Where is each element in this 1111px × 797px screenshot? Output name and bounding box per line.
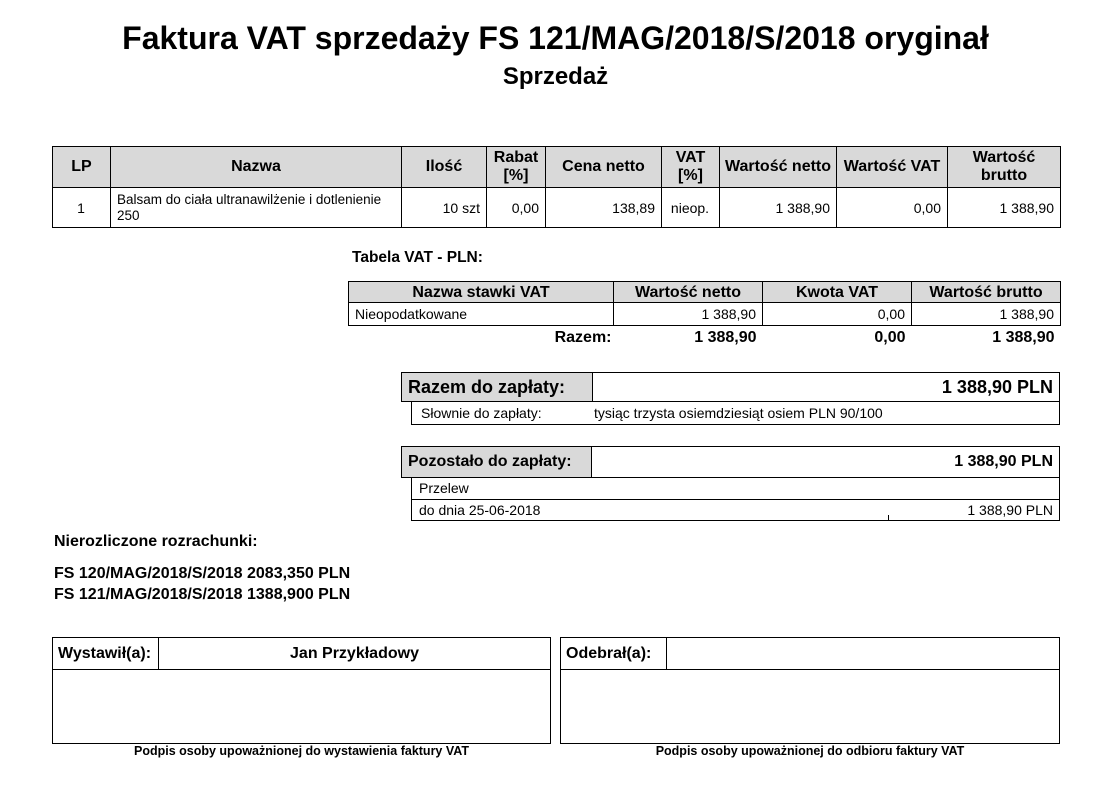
col-header-vat-value: Wartość VAT [837,147,948,188]
vat-table [348,281,1061,350]
remaining-due-amount: 1 388,90 PLN [954,453,1053,470]
vat-col-header-net: Wartość netto [614,282,763,303]
cell-discount: 0,00 [487,188,546,228]
issuer-signature-caption: Podpis osoby upoważnionej do wystawienia faktury VAT [134,744,469,758]
receiver-label: Odebrał(a): [561,638,667,669]
payment-due-label: Razem do zapłaty: [402,373,593,401]
payment-deadline-text: do dnia 25-06-2018 [419,502,541,518]
receiver-signature-header [561,638,1059,670]
payment-due-box [401,372,1060,425]
col-header-gross-value-text: Wartość brutto [972,149,1036,184]
col-header-quantity: Ilość [402,147,487,188]
row-divider-tick [888,515,889,521]
table-row [349,303,1061,326]
payment-deadline-row [411,500,1060,521]
vat-totals-vat-amount: 0,00 [874,328,906,346]
col-header-vat-rate: VAT [%] [662,147,720,188]
payment-due-amount: 1 388,90 PLN [941,377,1053,397]
receiver-signature-caption: Podpis osoby upoważnionej do odbioru faktury VAT [655,744,965,758]
col-header-name: Nazwa [111,147,402,188]
vat-cell-rate-name: Nieopodatkowane [349,303,614,326]
vat-col-header-vat-amount: Kwota VAT [763,282,912,303]
remaining-due-header [401,446,1060,478]
payment-deadline-amount: 1 388,90 PLN [967,502,1053,518]
receiver-signature-box [560,637,1060,744]
col-header-lp: LP [53,147,111,188]
invoice-subtitle: Sprzedaż [502,63,609,90]
amount-in-words-value: tysiąc trzysta osiemdziesiąt osiem PLN 90/100 [594,405,883,421]
cell-vat-value: 0,00 [837,188,948,228]
items-table [52,146,1061,228]
unsettled-settlements-label: Nierozliczone rozrachunki: [54,533,258,550]
issuer-name: Jan Przykładowy [290,645,419,662]
issuer-label: Wystawił(a): [53,638,159,669]
remaining-due-box [401,446,1060,521]
vat-col-header-rate-name: Nazwa stawki VAT [349,282,614,303]
amount-in-words-label: Słownie do zapłaty: [421,405,542,421]
cell-gross-value: 1 388,90 [948,188,1061,228]
vat-col-header-gross: Wartość brutto [912,282,1061,303]
issuer-signature-header [53,638,550,670]
cell-lp: 1 [53,188,111,228]
vat-cell-net: 1 388,90 [614,303,763,326]
cell-quantity: 10 szt [402,188,487,228]
table-row [53,188,1061,228]
issuer-signature-box [52,637,551,744]
receiver-name-field [667,638,1059,669]
col-header-net-value: Wartość netto [720,147,837,188]
col-header-gross-value [948,147,1061,188]
col-header-discount: Rabat [%] [487,147,546,188]
vat-totals-row [349,326,1061,350]
items-header-row [53,147,1061,188]
payment-method: Przelew [419,480,469,496]
vat-table-label: Tabela VAT - PLN: [352,249,483,266]
vat-cell-gross: 1 388,90 [912,303,1061,326]
list-item: FS 120/MAG/2018/S/2018 2083,350 PLN [54,565,351,582]
cell-vat-rate: nieop. [662,188,720,228]
cell-net-value: 1 388,90 [720,188,837,228]
vat-cell-vat-amount: 0,00 [763,303,912,326]
cell-unit-net-price: 138,89 [546,188,662,228]
vat-totals-net: 1 388,90 [694,328,757,346]
cell-product-name: Balsam do ciała ultranawilżenie i dotlenienie 250 [111,188,402,228]
remaining-due-label: Pozostało do zapłaty: [402,447,592,477]
vat-totals-label: Razem: [554,328,612,346]
vat-totals-gross: 1 388,90 [992,328,1055,346]
payment-due-header [401,372,1060,402]
list-item: FS 121/MAG/2018/S/2018 1388,900 PLN [54,586,351,603]
vat-header-row [349,282,1061,303]
payment-method-row [411,478,1060,500]
invoice-title: Faktura VAT sprzedaży FS 121/MAG/2018/S/2018 oryginał [122,20,989,56]
amount-in-words-row [411,402,1060,425]
col-header-unit-net-price: Cena netto [546,147,662,188]
unsettled-settlements [54,532,350,605]
